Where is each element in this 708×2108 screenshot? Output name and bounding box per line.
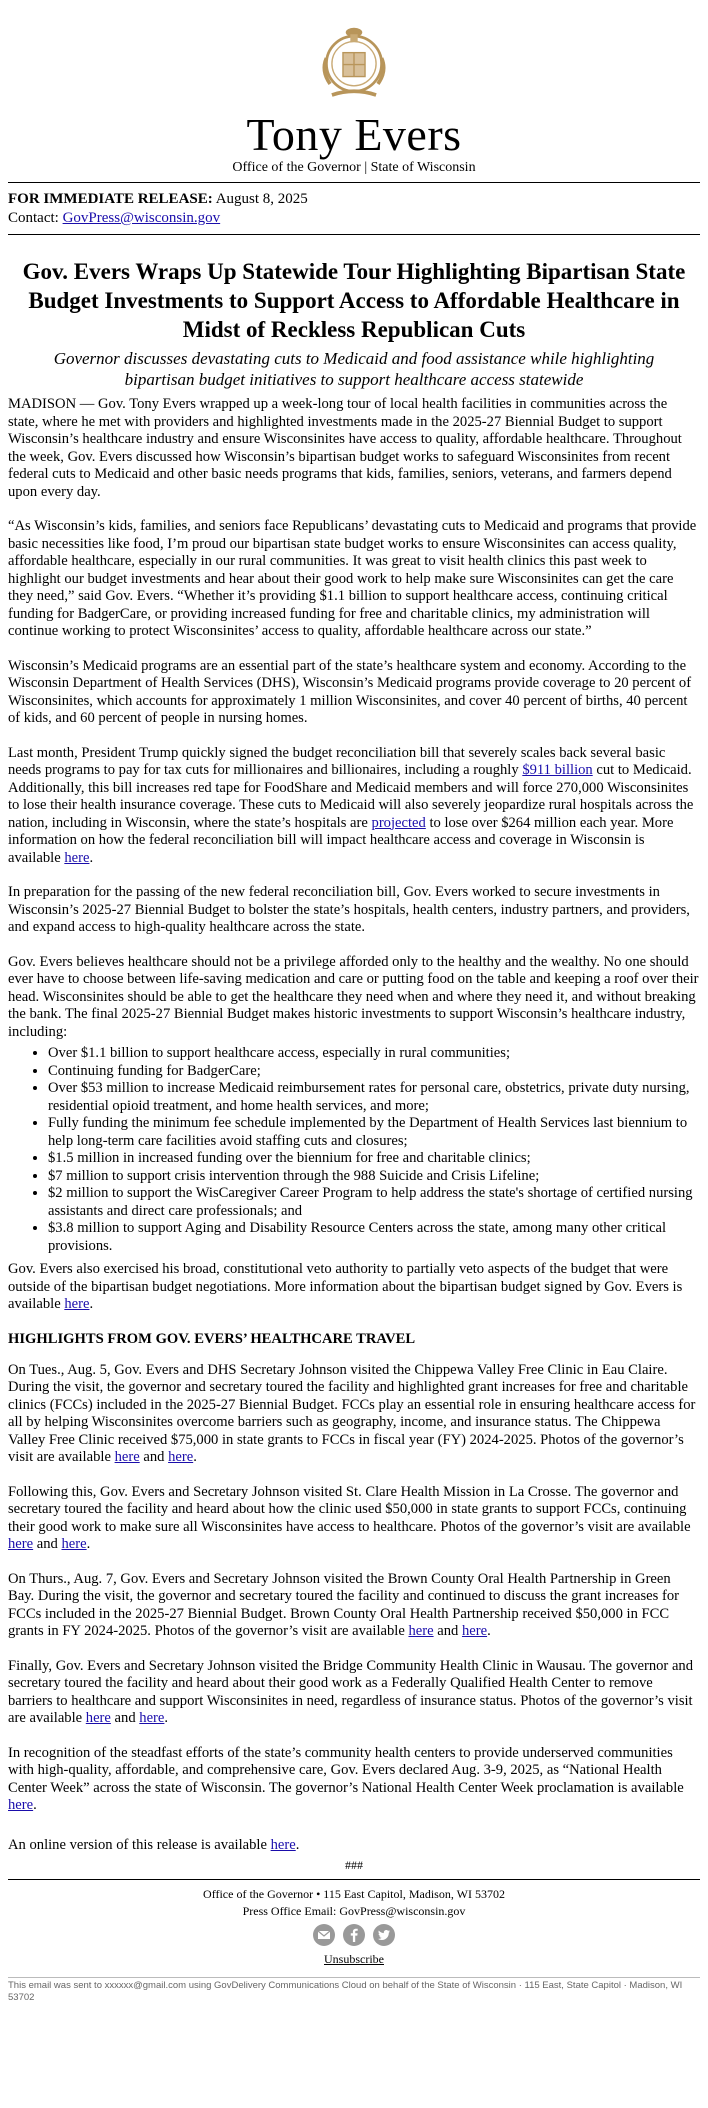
link-projected[interactable]: projected: [371, 814, 426, 831]
state-seal-icon: [308, 14, 400, 106]
list-item: • Continuing funding for BadgerCare;: [48, 1063, 700, 1081]
investments-list: [8, 1045, 700, 1255]
list-item: • Fully funding the minimum fee schedule implemented by the Department of Health Services last biennium to help long-term care facilities avoid staffing cuts and closures;: [48, 1115, 700, 1150]
text-segment: and: [33, 1536, 62, 1552]
release-line: [8, 190, 700, 209]
list-item: • Over $53 million to increase Medicaid reimbursement rates for personal care, obstetrics, private duty nursing, residential opioid treatment, and home health services, and more;: [48, 1080, 700, 1115]
paragraph-veto: [8, 1261, 700, 1314]
unsubscribe-line: [8, 1952, 700, 1967]
governor-name: Tony Evers: [246, 109, 462, 160]
footer-divider: [8, 1879, 700, 1880]
list-item: • $1.5 million in increased funding over the biennium for free and charitable clinics;: [48, 1150, 700, 1168]
social-links: [8, 1924, 700, 1946]
end-marker: ###: [345, 1858, 363, 1872]
link-here[interactable]: here: [85, 1710, 111, 1726]
paragraph-healthcare-privilege: Gov. Evers believes healthcare should not be a privilege afforded only to the healthy and the wealthy. No one should ever have to choose between life-saving medication and care or putting food on the table and keeping a roof over their head. Wisconsinites should be able to get the healthcare they need when and where they need it, and without breaking the bank. The final 2025-27 Biennial Budget makes historic investments to support Wisconsin’s healthcare industry, including:: [8, 953, 699, 1040]
headline: Gov. Evers Wraps Up Statewide Tour Highlighting Bipartisan State Budget Investments to Support Access to Affordable Healthcare in Midst of Reckless Republican Cuts: [22, 259, 686, 342]
link-here[interactable]: here: [114, 1449, 140, 1465]
text-segment: .: [193, 1449, 197, 1465]
delivery-disclaimer: This email was sent to xxxxxx@gmail.com using GovDelivery Communications Cloud on behalf of the State of Wisconsin · 115 East, State Capitol · Madison, WI 53702: [8, 1980, 683, 2003]
release-label: FOR IMMEDIATE RELEASE:: [8, 191, 213, 207]
contact-label: Contact:: [8, 210, 59, 226]
text-segment: .: [33, 1797, 37, 1813]
contact-line: [8, 209, 700, 228]
facebook-icon[interactable]: [343, 1924, 365, 1946]
paragraph-health-center-week: [8, 1745, 700, 1815]
text-segment: to lose over $264 million each year. More information on how the federal reconciliation bill will impact healthcare access and coverage in Wisconsin is available: [8, 814, 674, 866]
release-divider: [8, 234, 700, 235]
office-line: Office of the Governor | State of Wisconsin: [232, 160, 476, 175]
footer-email: Press Office Email: GovPress@wisconsin.gov: [242, 1904, 466, 1918]
highlights-heading: HIGHLIGHTS FROM GOV. EVERS’ HEALTHCARE TRAVEL: [8, 1330, 416, 1347]
footer-address: Office of the Governor • 115 East Capitol, Madison, WI 53702: [203, 1887, 505, 1901]
link-here[interactable]: here: [168, 1449, 194, 1465]
link-here[interactable]: here: [461, 1623, 488, 1639]
text-segment: cut to Medicaid. Additionally, this bill increases red tape for FoodShare and Medicaid members and will force 270,000 Wisconsinites to lose their health insurance coverage. These cuts to Medicaid will also severely jeopardize rural hospitals across the nation, including in Wisconsin, where the state’s hospitals are: [8, 762, 694, 831]
text-segment: Finally, Gov. Evers and Secretary Johnson visited the Bridge Community Health Clinic in Wausau. The governor and secretary toured the facility and heard about their good work as a Federally Qualified Health Center to remove barriers to healthcare and support Wisconsinites in need, regardless of insurance status. Photos of the governor’s visit are available: [8, 1657, 694, 1726]
text-segment: .: [89, 1296, 94, 1312]
twitter-icon[interactable]: [373, 1924, 395, 1946]
paragraph-brown-county: [8, 1571, 700, 1641]
paragraph-online-version: [8, 1837, 700, 1855]
paragraph-st-clare: [8, 1484, 700, 1554]
text-segment: and: [110, 1710, 140, 1726]
paragraph-reconciliation: [8, 745, 700, 868]
list-item: • $7 million to support crisis intervention through the 988 Suicide and Crisis Lifeline;: [48, 1168, 700, 1186]
text-segment: .: [86, 1536, 91, 1552]
paragraph-medicaid: Wisconsin’s Medicaid programs are an essential part of the state’s healthcare system and economy. According to the Wisconsin Department of Health Services (DHS), Wisconsin’s Medicaid programs provide coverage to 20 percent of Wisconsinites, which accounts for approximately 1 million Wisconsinites, and cover 40 percent of births, 40 percent of kids, and 60 percent of people in nursing homes.: [8, 657, 692, 726]
text-segment: Following this, Gov. Evers and Secretary Johnson visited St. Clare Health Mission in La Crosse. The governor and secretary toured the facility and heard about how the clinic used $50,000 in state grants to support FCCs, continuing their good work to make sure all Wisconsinites have access to healthcare. Photos of the governor’s visit are available: [8, 1483, 691, 1535]
contact-email-link[interactable]: GovPress@wisconsin.gov: [62, 210, 221, 226]
paragraph-bridge: [8, 1658, 700, 1728]
release-date: August 8, 2025: [215, 191, 308, 207]
unsubscribe-link[interactable]: Unsubscribe: [324, 1952, 384, 1966]
text-segment: Gov. Evers also exercised his broad, constitutional veto authority to partially veto aspects of the budget that were outside of the bipartisan budget negotiations. More information about the bipartisan budget signed by Gov. Evers is available: [8, 1261, 683, 1312]
link-here[interactable]: here: [8, 1536, 34, 1552]
link-911-billion[interactable]: $911 billion: [522, 762, 593, 778]
list-item: • $3.8 million to support Aging and Disability Resource Centers across the state, among many other critical provisions.: [48, 1220, 700, 1255]
link-here[interactable]: here: [408, 1623, 434, 1639]
text-segment: .: [89, 849, 94, 866]
footer: [8, 1886, 700, 1920]
link-here[interactable]: here: [270, 1836, 296, 1853]
text-segment: .: [164, 1710, 169, 1726]
text-segment: On Thurs., Aug. 7, Gov. Evers and Secretary Johnson visited the Brown County Oral Health Partnership in Green Bay. During the visit, the governor and secretary toured the facility and continued to discuss the grant increases for FCCs included in the 2025-27 Biennial Budget. Brown County Oral Health Partnership received $50,000 in FCC grants in FY 2024-2025. Photos of the governor’s visit are available: [8, 1570, 679, 1639]
paragraph-intro: MADISON — Gov. Tony Evers wrapped up a week-long tour of local health facilities in communities across the state, where he met with providers and highlighted investments made in the 2025-27 Biennial Budget to support Wisconsin’s healthcare industry and ensure Wisconsinites have access to quality, affordable healthcare. Throughout the week, Gov. Evers discussed how Wisconsin’s bipartisan budget works to safeguard Wisconsinites from recent federal cuts to Medicaid and other basic needs programs that kids, families, seniors, veterans, and farmers depend upon every day.: [8, 396, 682, 500]
text-segment: .: [487, 1623, 491, 1639]
link-here[interactable]: here: [61, 1536, 87, 1552]
text-segment: and: [433, 1623, 462, 1639]
paragraph-chippewa: [8, 1362, 700, 1467]
text-segment: .: [295, 1836, 300, 1853]
link-here[interactable]: here: [8, 1797, 34, 1813]
link-here[interactable]: here: [64, 1296, 90, 1312]
header-divider: [8, 182, 700, 183]
link-here[interactable]: here: [139, 1710, 165, 1726]
press-release: [8, 0, 700, 2004]
link-here[interactable]: here: [64, 849, 90, 866]
list-item: • $2 million to support the WisCaregiver Career Program to help address the state's shortage of certified nursing assistants and direct care professionals; and: [48, 1185, 700, 1220]
text-segment: and: [139, 1449, 169, 1465]
text-segment: In recognition of the steadfast efforts of the state’s community health centers to provide underserved communities with high-quality, affordable, and comprehensive care, Gov. Evers declared Aug. 3-9, 2025, as “National Health Center Week” across the state of Wisconsin. The governor’s National Health Center Week proclamation is available: [8, 1744, 684, 1796]
paragraph-preparation: In preparation for the passing of the new federal reconciliation bill, Gov. Evers worked to secure investments in Wisconsin’s 2025-27 Biennial Budget to bolster the state’s hospitals, health centers, industry partners, and providers, and expand access to high-quality healthcare across the state.: [8, 884, 690, 935]
email-icon[interactable]: [313, 1924, 335, 1946]
text-segment: An online version of this release is available: [8, 1836, 271, 1853]
list-item: • Over $1.1 billion to support healthcare access, especially in rural communities;: [48, 1045, 700, 1063]
subhead: Governor discusses devastating cuts to Medicaid and food assistance while highlighting bipartisan budget initiatives to support healthcare access statewide: [53, 349, 655, 389]
paragraph-quote: “As Wisconsin’s kids, families, and seniors face Republicans’ devastating cuts to Medicaid and programs that provide basic necessities like food, I’m proud our bipartisan state budget works to ensure Wisconsinites can access quality, affordable healthcare, especially in our rural communities. It was great to visit health clinics this past week to highlight our budget investments and hear about their good work to help make sure Wisconsinites can get the care they need,” said Gov. Evers. “Whether it’s providing $1.1 billion to support healthcare access, continuing critical funding for BadgerCare, or providing increased funding for free and charitable clinics, my administration will continue working to protect Wisconsinites’ access to quality, affordable healthcare across our state.”: [8, 518, 697, 639]
text-segment: Last month, President Trump quickly signed the budget reconciliation bill that severely scales back several basic needs programs to pay for tax cuts for millionaires and billionaires, including a roughly: [8, 744, 666, 778]
text-segment: On Tues., Aug. 5, Gov. Evers and DHS Secretary Johnson visited the Chippewa Valley Free Clinic in Eau Claire. During the visit, the governor and secretary toured the facility and highlighted grant increases for free and charitable clinics (FCCs) included in the 2025-27 Biennial Budget. FCCs play an essential role in ensuring healthcare access for all by helping Wisconsinites overcome barriers such as geography, income, and insurance status. The Chippewa Valley Free Clinic received $75,000 in state grants to FCCs in fiscal year (FY) 2024-2025. Photos of the governor’s visit are available: [8, 1361, 696, 1465]
